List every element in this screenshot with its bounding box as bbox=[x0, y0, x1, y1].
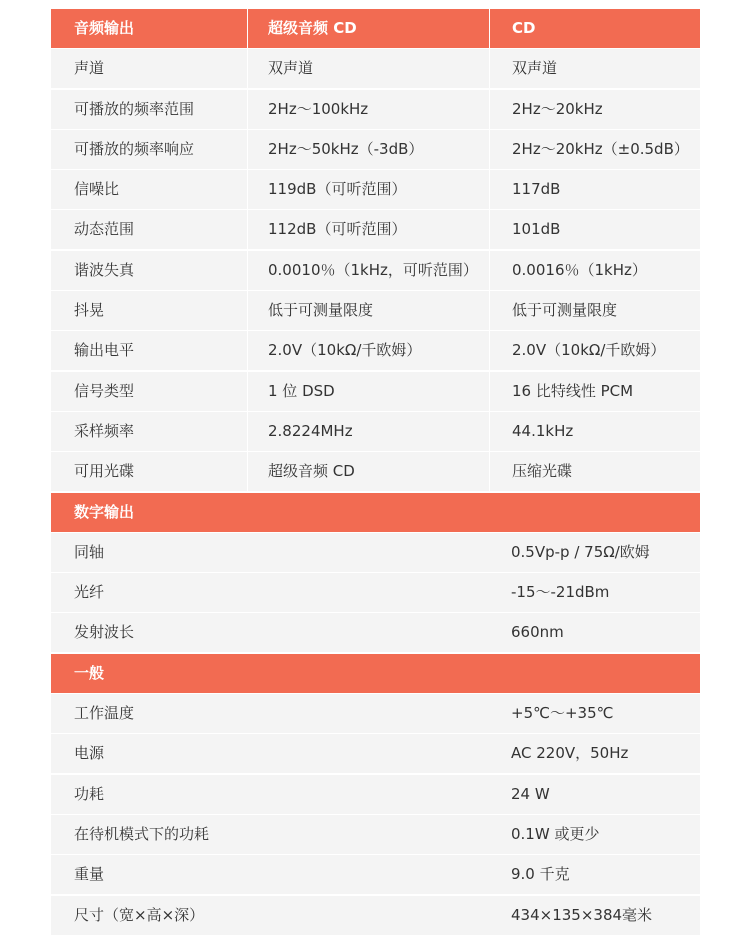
row-label: 信号类型 bbox=[74, 381, 135, 400]
section-header-digital-output bbox=[51, 493, 700, 532]
row-sacd-value: 0.0010％（1kHz，可听范围） bbox=[247, 251, 489, 290]
row-cd-value: 117dB bbox=[489, 170, 700, 209]
row-label: 尺寸（宽×高×深） bbox=[74, 905, 205, 924]
row-cd-value: 101dB bbox=[489, 210, 700, 249]
table-row bbox=[51, 291, 700, 330]
table-row bbox=[51, 855, 700, 894]
table-row bbox=[51, 331, 700, 370]
row-cd-value: 2Hz～20kHz（±0.5dB） bbox=[489, 130, 700, 169]
row-cd-value: 0.0016％（1kHz） bbox=[489, 251, 700, 290]
row-cd-value: 低于可测量限度 bbox=[489, 291, 700, 330]
row-label: 可播放的频率范围 bbox=[74, 99, 195, 118]
row-value: +5℃～+35℃ bbox=[511, 704, 614, 723]
row-value: AC 220V，50Hz bbox=[511, 744, 629, 763]
row-sacd-value: 1 位 DSD bbox=[247, 372, 489, 411]
table-row bbox=[51, 170, 700, 209]
row-value: 9.0 千克 bbox=[511, 865, 570, 884]
row-sacd-value: 112dB（可听范围） bbox=[247, 210, 489, 249]
row-label: 同轴 bbox=[74, 542, 105, 561]
table-row bbox=[51, 412, 700, 451]
row-sacd-value: 2Hz～50kHz（-3dB） bbox=[247, 130, 489, 169]
row-sacd-value: 低于可测量限度 bbox=[247, 291, 489, 330]
table-row bbox=[51, 90, 700, 129]
row-label: 工作温度 bbox=[74, 704, 135, 723]
row-sacd-value: 双声道 bbox=[247, 49, 489, 88]
row-label: 抖晃 bbox=[74, 301, 105, 320]
row-label: 输出电平 bbox=[74, 341, 135, 360]
row-sacd-value: 2.0V（10kΩ/千欧姆） bbox=[247, 331, 489, 370]
section-header-general bbox=[51, 654, 700, 693]
row-label: 动态范围 bbox=[74, 220, 135, 239]
row-spacer bbox=[247, 896, 489, 935]
section-title: 一般 bbox=[74, 663, 105, 682]
table-row bbox=[51, 533, 700, 572]
row-sacd-value: 2.8224MHz bbox=[247, 412, 489, 451]
table-row bbox=[51, 694, 700, 733]
row-cd-value: 44.1kHz bbox=[489, 412, 700, 451]
row-cd-value: 16 比特线性 PCM bbox=[489, 372, 700, 411]
table-row bbox=[51, 210, 700, 249]
header-cd: CD bbox=[489, 9, 700, 48]
table-row bbox=[51, 251, 700, 290]
row-label: 可用光碟 bbox=[74, 462, 135, 481]
header-audio-output: 音频输出 bbox=[74, 19, 135, 37]
table-header-row bbox=[51, 9, 700, 48]
row-value: -15～-21dBm bbox=[511, 583, 610, 602]
row-spacer bbox=[247, 533, 489, 572]
row-spacer bbox=[247, 734, 489, 773]
row-value: 0.1W 或更少 bbox=[511, 824, 600, 843]
row-cd-value: 压缩光碟 bbox=[489, 452, 700, 491]
row-label: 可播放的频率响应 bbox=[74, 139, 195, 158]
table-row bbox=[51, 452, 700, 491]
row-spacer bbox=[247, 775, 489, 814]
row-label: 采样频率 bbox=[74, 421, 135, 440]
row-label: 信噪比 bbox=[74, 180, 120, 199]
row-label: 在待机模式下的功耗 bbox=[74, 824, 210, 843]
row-label: 功耗 bbox=[74, 784, 105, 803]
table-row bbox=[51, 130, 700, 169]
header-sacd: 超级音频 CD bbox=[247, 9, 489, 48]
row-spacer bbox=[247, 815, 489, 854]
row-value: 434×135×384毫米 bbox=[511, 905, 653, 924]
row-sacd-value: 超级音频 CD bbox=[247, 452, 489, 491]
table-row bbox=[51, 734, 700, 773]
row-label: 电源 bbox=[74, 744, 105, 763]
row-value: 24 W bbox=[511, 784, 550, 803]
row-spacer bbox=[247, 613, 489, 652]
table-row bbox=[51, 613, 700, 652]
row-label: 谐波失真 bbox=[74, 260, 135, 279]
table-row bbox=[51, 573, 700, 612]
row-sacd-value: 2Hz～100kHz bbox=[247, 90, 489, 129]
table-row bbox=[51, 815, 700, 854]
table-row bbox=[51, 49, 700, 88]
row-sacd-value: 119dB（可听范围） bbox=[247, 170, 489, 209]
row-label: 声道 bbox=[74, 59, 105, 78]
row-cd-value: 双声道 bbox=[489, 49, 700, 88]
row-value: 660nm bbox=[511, 623, 564, 642]
row-cd-value: 2Hz～20kHz bbox=[489, 90, 700, 129]
table-row bbox=[51, 775, 700, 814]
row-spacer bbox=[247, 694, 489, 733]
row-label: 重量 bbox=[74, 865, 105, 884]
row-cd-value: 2.0V（10kΩ/千欧姆） bbox=[489, 331, 700, 370]
row-label: 光纤 bbox=[74, 583, 105, 602]
row-label: 发射波长 bbox=[74, 623, 135, 642]
row-spacer bbox=[247, 855, 489, 894]
spec-table bbox=[51, 9, 700, 936]
row-value: 0.5Vp-p / 75Ω/欧姆 bbox=[511, 542, 650, 561]
row-spacer bbox=[247, 573, 489, 612]
table-row bbox=[51, 896, 700, 935]
table-row bbox=[51, 372, 700, 411]
section-title: 数字输出 bbox=[74, 502, 135, 521]
